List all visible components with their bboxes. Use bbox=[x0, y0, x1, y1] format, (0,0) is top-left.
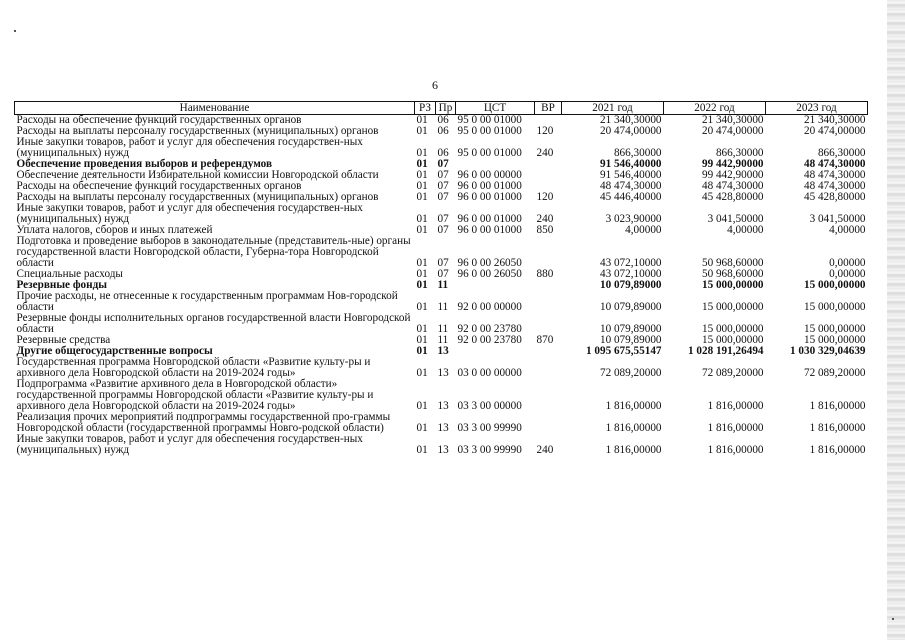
cell-vr bbox=[535, 346, 562, 357]
cell-rz: 01 bbox=[416, 323, 428, 335]
cell-cst: 03 3 00 99990 bbox=[457, 444, 522, 456]
cell-y2022: 45 428,80000 bbox=[701, 191, 764, 203]
cell-vr bbox=[535, 170, 562, 181]
cell-rz: 01 bbox=[416, 213, 428, 225]
cell-pr: 07 bbox=[437, 268, 449, 280]
cell-name: Иные закупки товаров, работ и услуг для обеспечения государствен-ных (муниципальных) нужд bbox=[16, 202, 363, 225]
cell-vr bbox=[535, 236, 562, 269]
cell-rz: 01 bbox=[416, 158, 428, 170]
cell-y2023: 15 000,00000 bbox=[803, 279, 866, 291]
cell-name: Иные закупки товаров, работ и услуг для обеспечения государствен-ных (муниципальных) нужд bbox=[16, 136, 363, 159]
cell-pr: 11 bbox=[437, 334, 449, 346]
cell-y2022: 1 816,00000 bbox=[707, 422, 764, 434]
table-header-row bbox=[15, 102, 868, 115]
cell-cst bbox=[456, 346, 535, 357]
cell-pr: 07 bbox=[437, 180, 449, 192]
cell-y2021: 48 474,30000 bbox=[599, 180, 662, 192]
cell-pr: 11 bbox=[437, 323, 449, 335]
cell-y2022: 1 816,00000 bbox=[707, 444, 764, 456]
cell-y2021: 72 089,20000 bbox=[599, 367, 662, 379]
table-row bbox=[15, 313, 868, 335]
cell-name: Уплата налогов, сборов и иных платежей bbox=[16, 224, 213, 236]
cell-rz: 01 bbox=[416, 114, 428, 126]
cell-y2022: 866,30000 bbox=[715, 147, 764, 159]
header-rz: РЗ bbox=[415, 102, 436, 115]
table-row bbox=[15, 434, 868, 456]
cell-pr: 11 bbox=[437, 279, 449, 291]
cell-name: Расходы на выплаты персоналу государственных (муниципальных) органов bbox=[16, 125, 379, 137]
cell-y2023: 0,00000 bbox=[829, 257, 866, 269]
cell-y2023: 15 000,00000 bbox=[803, 334, 866, 346]
cell-y2022: 20 474,00000 bbox=[701, 125, 764, 137]
cell-name: Расходы на обеспечение функций государственных органов bbox=[16, 180, 302, 192]
cell-vr bbox=[535, 159, 562, 170]
cell-y2022: 50 968,60000 bbox=[701, 268, 764, 280]
cell-rz: 01 bbox=[416, 334, 428, 346]
cell-name: Подпрограмма «Развитие архивного дела в Новгородской области» государственной программы Новгородской области «Развитие культу-ры и архивного дела Новгородской области на 2019-2024 годы» bbox=[16, 378, 374, 412]
cell-rz: 01 bbox=[416, 444, 428, 456]
cell-cst: 96 0 00 26050 bbox=[457, 268, 522, 280]
cell-y2023: 15 000,00000 bbox=[803, 323, 866, 335]
cell-rz: 01 bbox=[416, 257, 428, 269]
cell-rz: 01 bbox=[416, 422, 428, 434]
cell-rz: 01 bbox=[416, 224, 428, 236]
cell-rz: 01 bbox=[416, 345, 428, 357]
header-2022: 2022 год bbox=[664, 102, 766, 115]
cell-vr bbox=[535, 291, 562, 313]
header-pr: Пр bbox=[436, 102, 456, 115]
cell-cst: 96 0 00 01000 bbox=[457, 224, 522, 236]
cell-y2021: 10 079,89000 bbox=[599, 334, 662, 346]
cell-pr: 07 bbox=[437, 213, 449, 225]
cell-name: Другие общегосударственные вопросы bbox=[16, 345, 213, 357]
cell-name: Реализация прочих мероприятий подпрограммы государственной про-граммы Новгородской области (государственной программы Новго-родской области) bbox=[16, 411, 391, 434]
cell-y2021: 1 816,00000 bbox=[605, 444, 662, 456]
cell-y2022: 15 000,00000 bbox=[701, 301, 764, 313]
cell-name: Подготовка и проведение выборов в законодательные (представитель-ные) органы государственной власти Новгородской области, Губерна-тора Новгородской области bbox=[16, 235, 411, 269]
table-row bbox=[15, 412, 868, 434]
scan-speck bbox=[14, 30, 16, 32]
cell-y2023: 3 041,50000 bbox=[809, 213, 866, 225]
cell-pr: 06 bbox=[437, 125, 449, 137]
scan-speck bbox=[892, 618, 894, 620]
cell-rz: 01 bbox=[416, 367, 428, 379]
cell-y2021: 10 079,89000 bbox=[599, 301, 662, 313]
cell-y2021: 91 546,40000 bbox=[599, 169, 662, 181]
cell-pr: 13 bbox=[437, 444, 449, 456]
cell-vr bbox=[535, 313, 562, 335]
cell-y2023: 48 474,30000 bbox=[803, 158, 866, 170]
cell-pr: 07 bbox=[437, 158, 449, 170]
cell-y2023: 45 428,80000 bbox=[803, 191, 866, 203]
cell-y2021: 20 474,00000 bbox=[599, 125, 662, 137]
cell-cst: 92 0 00 23780 bbox=[457, 334, 522, 346]
cell-y2023: 4,00000 bbox=[829, 224, 866, 236]
cell-rz: 01 bbox=[416, 147, 428, 159]
cell-y2022: 72 089,20000 bbox=[701, 367, 764, 379]
cell-y2023: 1 816,00000 bbox=[809, 444, 866, 456]
cell-y2021: 43 072,10000 bbox=[599, 257, 662, 269]
cell-y2021: 10 079,89000 bbox=[599, 323, 662, 335]
table-body bbox=[15, 115, 868, 457]
cell-y2023: 0,00000 bbox=[829, 268, 866, 280]
cell-y2023: 48 474,30000 bbox=[803, 169, 866, 181]
cell-vr: 240 bbox=[536, 147, 554, 159]
cell-y2022: 48 474,30000 bbox=[701, 180, 764, 192]
cell-name: Расходы на выплаты персоналу государственных (муниципальных) органов bbox=[16, 191, 379, 203]
cell-pr: 13 bbox=[437, 345, 449, 357]
cell-vr bbox=[535, 379, 562, 412]
cell-vr: 120 bbox=[536, 125, 554, 137]
table-row bbox=[15, 236, 868, 269]
cell-y2021: 1 816,00000 bbox=[605, 400, 662, 412]
cell-y2023: 1 816,00000 bbox=[809, 400, 866, 412]
cell-y2022: 1 816,00000 bbox=[707, 400, 764, 412]
cell-y2021: 43 072,10000 bbox=[599, 268, 662, 280]
cell-y2023: 1 030 329,04639 bbox=[789, 345, 866, 357]
cell-pr: 13 bbox=[437, 367, 449, 379]
cell-cst: 96 0 00 01000 bbox=[457, 213, 522, 225]
cell-y2022: 21 340,30000 bbox=[701, 114, 764, 126]
cell-cst: 03 3 00 00000 bbox=[457, 400, 522, 412]
cell-y2021: 4,00000 bbox=[625, 224, 662, 236]
cell-pr: 07 bbox=[437, 257, 449, 269]
cell-pr: 06 bbox=[437, 147, 449, 159]
cell-y2022: 50 968,60000 bbox=[701, 257, 764, 269]
cell-vr: 240 bbox=[536, 444, 554, 456]
cell-y2023: 15 000,00000 bbox=[803, 301, 866, 313]
header-name: Наименование bbox=[15, 102, 415, 115]
cell-vr: 850 bbox=[536, 224, 554, 236]
cell-y2023: 72 089,20000 bbox=[803, 367, 866, 379]
cell-rz: 01 bbox=[416, 301, 428, 313]
cell-y2022: 1 028 191,26494 bbox=[687, 345, 764, 357]
header-vr: ВР bbox=[535, 102, 562, 115]
cell-name: Резервные фонды bbox=[16, 279, 107, 291]
cell-y2021: 91 546,40000 bbox=[599, 158, 662, 170]
cell-y2021: 10 079,89000 bbox=[599, 279, 662, 291]
cell-vr bbox=[535, 412, 562, 434]
cell-y2022: 15 000,00000 bbox=[701, 279, 764, 291]
cell-name: Обеспечение деятельности Избирательной комиссии Новгородской области bbox=[16, 169, 379, 181]
header-cst: ЦСТ bbox=[456, 102, 535, 115]
cell-name: Обеспечение проведения выборов и референдумов bbox=[16, 158, 273, 170]
budget-table bbox=[14, 101, 868, 456]
cell-rz: 01 bbox=[416, 125, 428, 137]
table-row bbox=[15, 379, 868, 412]
cell-name: Государственная программа Новгородской области «Развитие культу-ры и архивного дела Новгородской области на 2019-2024 годы» bbox=[16, 356, 371, 379]
cell-y2022: 99 442,90000 bbox=[701, 169, 764, 181]
cell-y2022: 99 442,90000 bbox=[701, 158, 764, 170]
table-row bbox=[15, 137, 868, 159]
cell-y2021: 45 446,40000 bbox=[599, 191, 662, 203]
cell-cst: 03 0 00 00000 bbox=[457, 367, 522, 379]
cell-y2023: 48 474,30000 bbox=[803, 180, 866, 192]
cell-name: Резервные фонды исполнительных органов государственной власти Новгородской области bbox=[16, 312, 411, 335]
cell-y2023: 21 340,30000 bbox=[803, 114, 866, 126]
cell-rz: 01 bbox=[416, 400, 428, 412]
cell-pr: 11 bbox=[437, 301, 449, 313]
cell-cst bbox=[456, 280, 535, 291]
table-row bbox=[15, 357, 868, 379]
table-row bbox=[15, 291, 868, 313]
cell-vr bbox=[535, 280, 562, 291]
cell-vr: 120 bbox=[536, 191, 554, 203]
cell-y2022: 15 000,00000 bbox=[701, 323, 764, 335]
cell-name: Специальные расходы bbox=[16, 268, 123, 280]
cell-y2021: 1 816,00000 bbox=[605, 422, 662, 434]
cell-rz: 01 bbox=[416, 268, 428, 280]
cell-pr: 07 bbox=[437, 224, 449, 236]
cell-cst: 95 0 00 01000 bbox=[457, 114, 522, 126]
cell-pr: 13 bbox=[437, 422, 449, 434]
cell-y2023: 20 474,00000 bbox=[803, 125, 866, 137]
cell-pr: 13 bbox=[437, 400, 449, 412]
cell-y2021: 3 023,90000 bbox=[605, 213, 662, 225]
cell-rz: 01 bbox=[416, 180, 428, 192]
cell-vr: 870 bbox=[536, 334, 554, 346]
cell-y2022: 15 000,00000 bbox=[701, 334, 764, 346]
cell-cst: 96 0 00 01000 bbox=[457, 180, 522, 192]
cell-pr: 07 bbox=[437, 169, 449, 181]
cell-vr bbox=[535, 357, 562, 379]
cell-pr: 07 bbox=[437, 191, 449, 203]
cell-y2021: 866,30000 bbox=[613, 147, 662, 159]
cell-cst: 96 0 00 01000 bbox=[457, 191, 522, 203]
cell-rz: 01 bbox=[416, 169, 428, 181]
cell-vr: 240 bbox=[536, 213, 554, 225]
cell-vr: 880 bbox=[536, 268, 554, 280]
table-row bbox=[15, 203, 868, 225]
cell-name: Иные закупки товаров, работ и услуг для обеспечения государствен-ных (муниципальных) нужд bbox=[16, 433, 363, 456]
cell-cst: 95 0 00 01000 bbox=[457, 125, 522, 137]
cell-y2022: 4,00000 bbox=[727, 224, 764, 236]
cell-y2022: 3 041,50000 bbox=[707, 213, 764, 225]
cell-cst: 96 0 00 00000 bbox=[457, 169, 522, 181]
cell-y2023: 866,30000 bbox=[817, 147, 866, 159]
page-number: 6 bbox=[432, 78, 438, 92]
header-2021: 2021 год bbox=[562, 102, 664, 115]
cell-y2021: 1 095 675,55147 bbox=[585, 345, 662, 357]
cell-name: Резервные средства bbox=[16, 334, 111, 346]
cell-rz: 01 bbox=[416, 191, 428, 203]
cell-cst: 96 0 00 26050 bbox=[457, 257, 522, 269]
cell-cst: 03 3 00 99990 bbox=[457, 422, 522, 434]
cell-name: Прочие расходы, не отнесенные к государственным программам Нов-городской области bbox=[16, 290, 398, 313]
cell-pr: 06 bbox=[437, 114, 449, 126]
header-2023: 2023 год bbox=[766, 102, 868, 115]
cell-name: Расходы на обеспечение функций государственных органов bbox=[16, 114, 302, 126]
cell-cst: 92 0 00 23780 bbox=[457, 323, 522, 335]
cell-cst: 92 0 00 00000 bbox=[457, 301, 522, 313]
scan-edge-noise bbox=[887, 0, 905, 640]
cell-y2023: 1 816,00000 bbox=[809, 422, 866, 434]
cell-rz: 01 bbox=[416, 279, 428, 291]
cell-cst: 95 0 00 01000 bbox=[457, 147, 522, 159]
cell-y2021: 21 340,30000 bbox=[599, 114, 662, 126]
